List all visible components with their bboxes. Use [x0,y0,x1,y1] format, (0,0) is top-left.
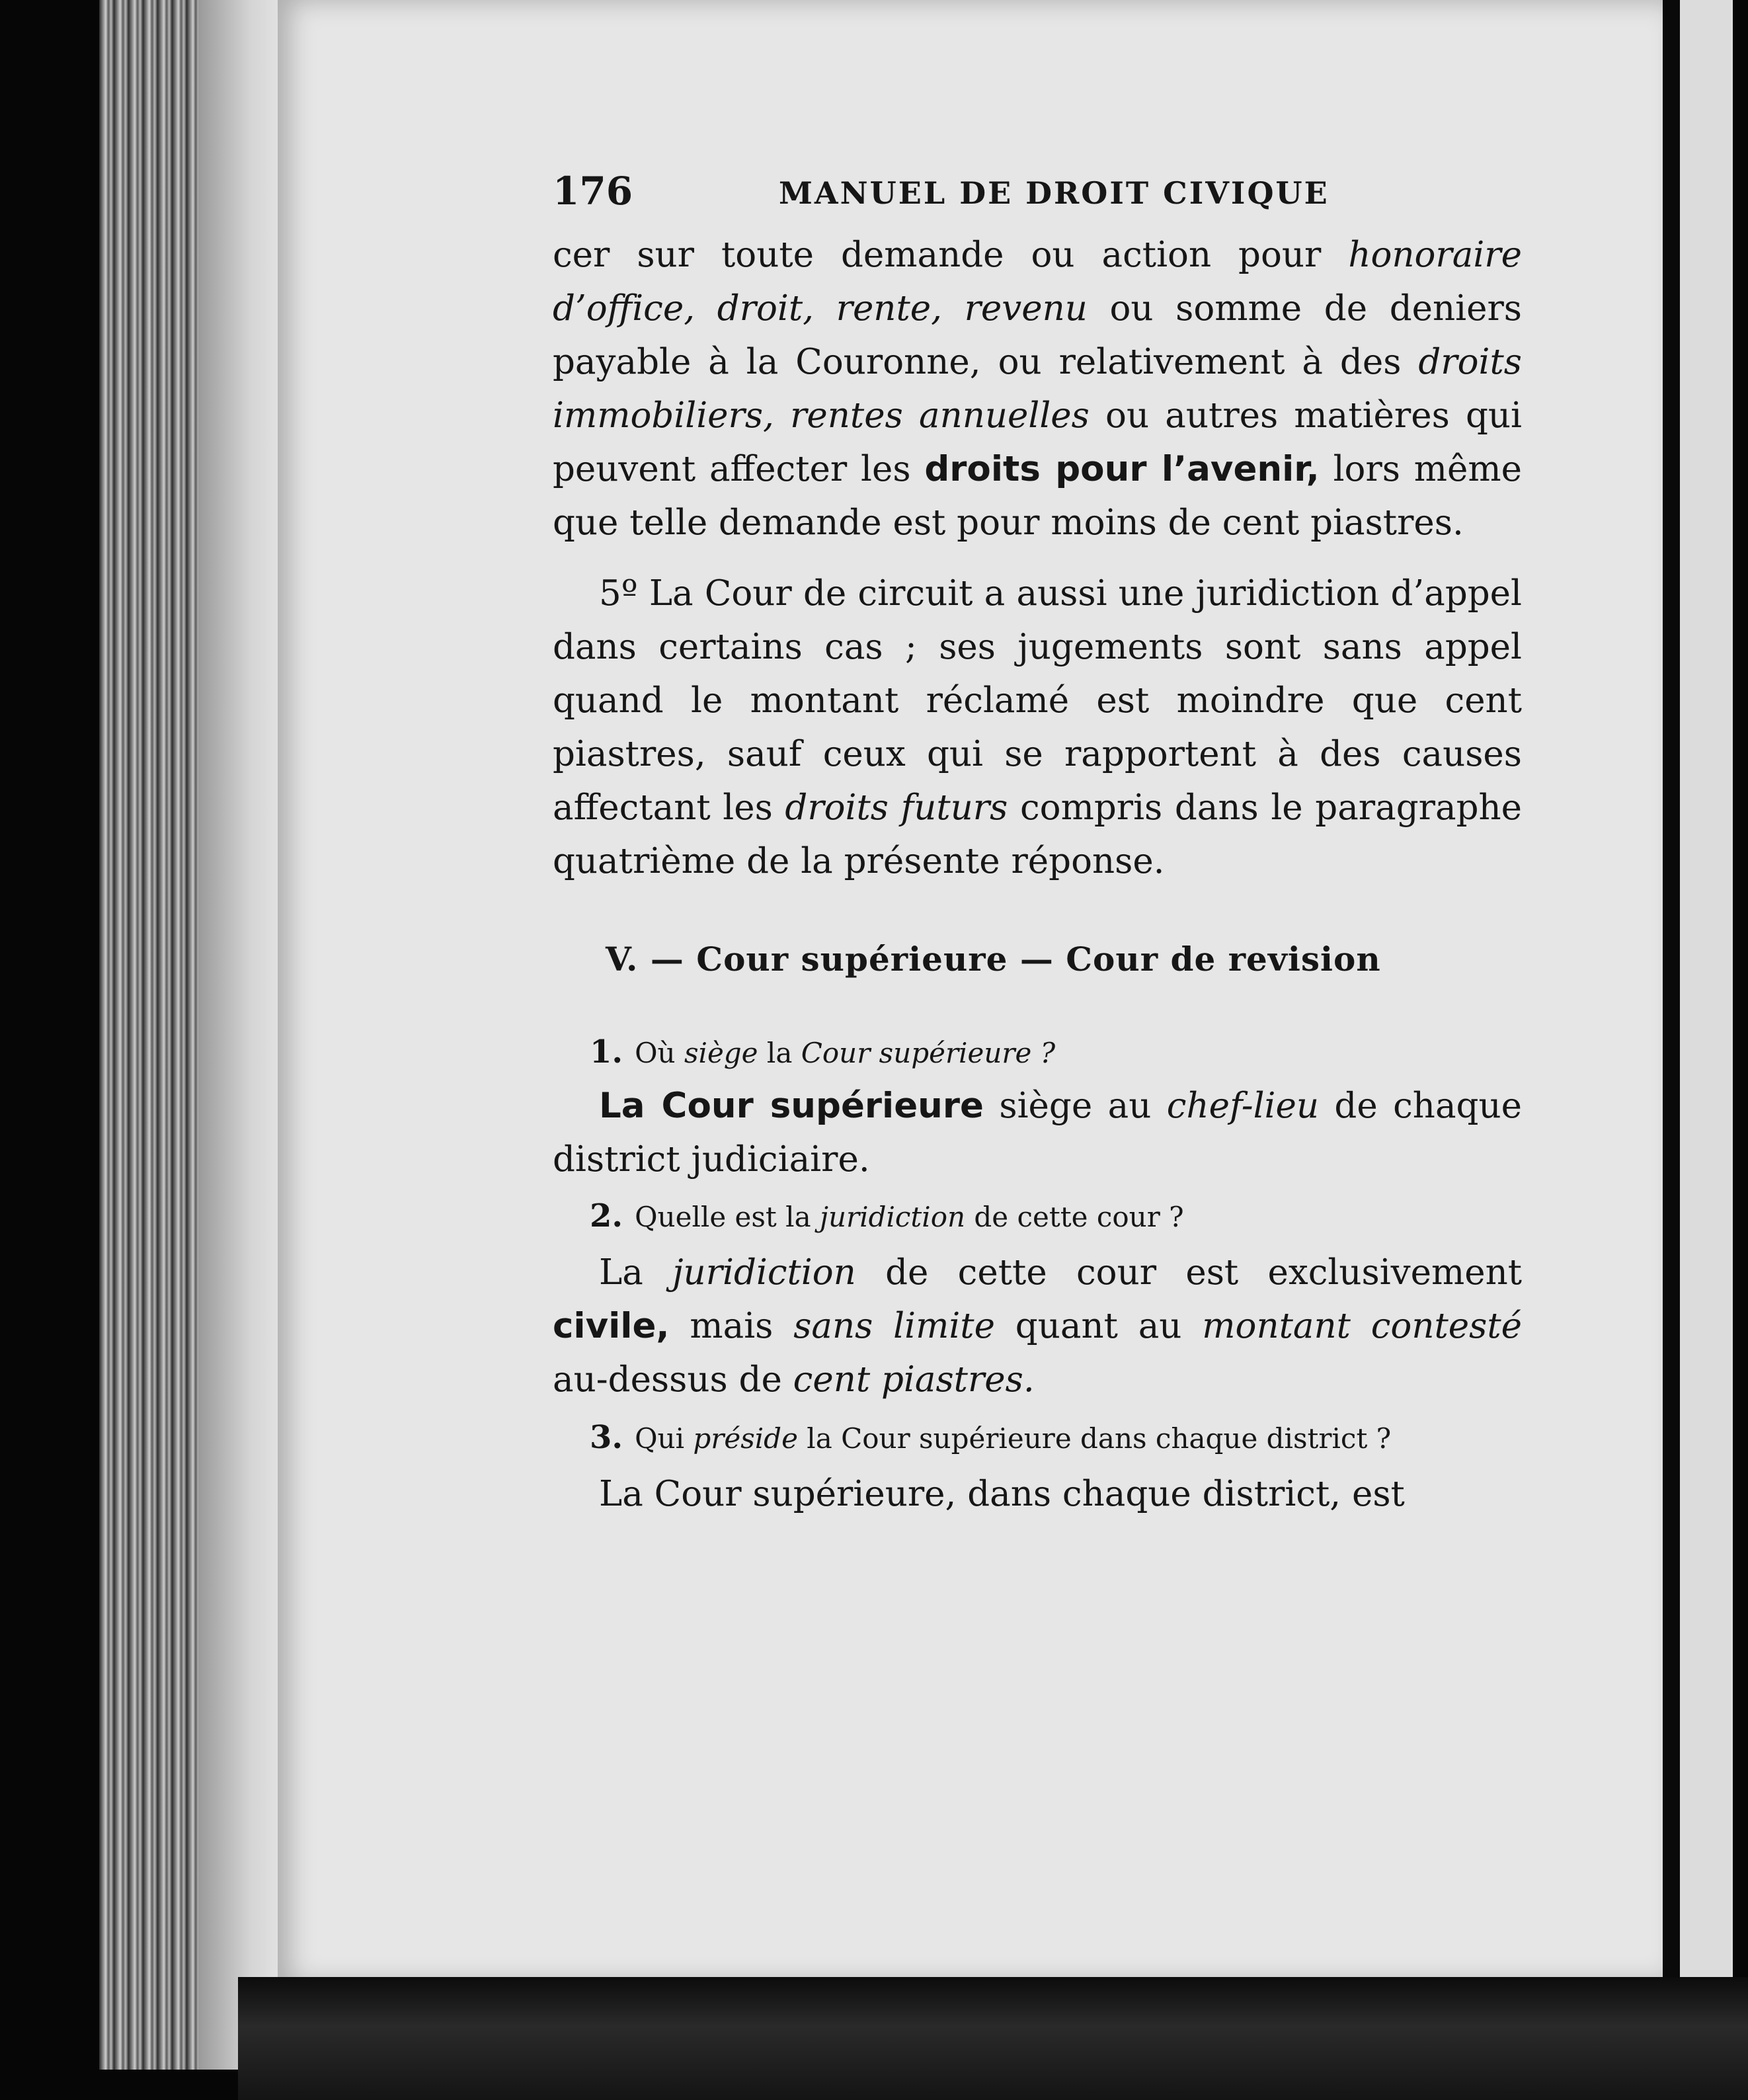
question-1 [590,1031,1522,1074]
book-gutter-shadow [198,0,284,2070]
question-2 [590,1195,1522,1238]
answer-text: La [599,1252,673,1293]
question-text: la Cour supérieure dans chaque district ? [797,1422,1392,1455]
answer-3 [553,1467,1522,1521]
scan-bottom-edge [238,1977,1748,2100]
question-text: Où [635,1037,684,1069]
question-number: 2. [590,1197,623,1234]
question-number: 3. [590,1419,623,1456]
question-text: la [758,1037,801,1069]
answer-text: mais [669,1306,794,1346]
answer-text: au-dessus de [553,1359,793,1400]
running-head [553,169,1522,228]
answer-text: siège au [983,1086,1167,1126]
italic-phrase: droits immobiliers, rentes annuelles [553,342,1522,436]
text-column [553,169,1522,1521]
page-number: 176 [553,169,633,214]
italic-phrase: chef-lieu [1166,1086,1319,1126]
question-italic: siège [684,1037,758,1069]
paragraph-text: cer sur toute demande ou action pour [553,235,1349,275]
facing-page-edge [1680,0,1733,1984]
question-text: Quelle est la [635,1201,820,1233]
question-text: de cette cour ? [965,1201,1184,1233]
answer-1 [553,1079,1522,1186]
section-heading: V. — Cour supérieure — Cour de revision [606,940,1381,979]
italic-phrase: droits futurs [785,788,1008,828]
question-3 [590,1417,1522,1459]
paragraph-text: 5º La Cour de circuit a aussi une juridiction d’appel dans certains cas ; ses jugements sont sans appel quand le montant réclamé est moindre que cent piastres, sauf ceux qui se rapportent à des causes affectant les [553,573,1522,828]
question-italic: préside [693,1422,798,1455]
question-italic: juridiction [819,1201,966,1233]
question-number: 1. [590,1033,623,1070]
answer-text: de cette cour est exclusivement [855,1252,1523,1293]
running-title: MANUEL DE DROIT CIVIQUE [779,175,1330,211]
answer-text: de chaque district judiciaire. [553,1086,1522,1180]
italic-phrase: cent piastres. [793,1359,1035,1400]
italic-phrase: sans limite [793,1306,995,1346]
paragraph-continuation [553,228,1522,549]
italic-phrase: montant contesté [1202,1306,1522,1346]
paragraph-text: ou somme de deniers payable à la Couronne, ou relativement à des [553,288,1522,382]
italic-phrase: juridiction [672,1252,856,1293]
bold-phrase: La Cour supérieure [599,1086,984,1126]
answer-2 [553,1246,1522,1406]
bold-phrase: droits pour l’avenir, [924,449,1320,489]
answer-text: quant au [994,1306,1203,1346]
paragraph-text: lors même que telle demande est pour moins de cent piastres. [553,449,1522,543]
page-fold-band [1663,0,1680,2100]
paragraph-text: ou autres matières qui peuvent affecter les [553,395,1523,489]
question-text: Qui [635,1422,694,1455]
paragraph-text: compris dans le paragraphe quatrième de la présente réponse. [553,788,1523,881]
italic-phrase: honoraire d’office, droit, rente, revenu [553,235,1522,329]
bold-phrase: civile, [553,1306,670,1346]
question-italic: Cour supérieure ? [801,1037,1056,1069]
answer-text: La Cour supérieure, dans chaque district, est [599,1474,1405,1514]
paragraph-appeal-jurisdiction [553,567,1522,888]
